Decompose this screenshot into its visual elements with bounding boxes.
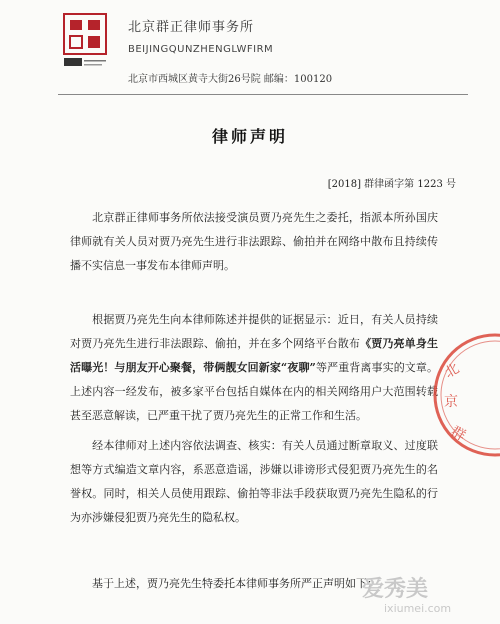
- firm-name-chinese: 北京群正律师事务所: [128, 20, 255, 35]
- paragraph-1: [70, 206, 438, 278]
- official-seal-icon: [430, 330, 500, 460]
- paragraph-2-text-before: 根据贾乃亮先生向本律师陈述并提供的证据显示：近日，有关人员持续对贾乃亮先生进行非法跟踪、偷拍，并在多个网络平台散布: [70, 313, 438, 350]
- firm-logo-icon: [62, 12, 108, 72]
- site-watermark: [342, 570, 492, 618]
- firm-name-english: BEIJINGQUNZHENGLWFIRM: [128, 44, 274, 55]
- paragraph-2-text-after: 等严重背离事实的文章。上述内容一经发布，被多家平台包括自媒体在内的相关网络用户大范围转载甚至恶意解读，已严重干扰了贾乃亮先生的正常工作和生活。: [70, 361, 439, 422]
- svg-text:群: 群: [448, 423, 469, 445]
- document-title: 律师声明: [211, 127, 288, 146]
- reference-number: [2018] 群律函字第 1223 号: [327, 179, 456, 190]
- paragraph-1-text: 北京群正律师事务所依法接受演员贾乃亮先生之委托，指派本所孙国庆律师就有关人员对贾乃亮先生进行非法跟踪、偷拍并在网络中散布且持续传播不实信息一事发布本律师声明。: [70, 211, 438, 272]
- header-divider: [58, 94, 468, 95]
- firm-address: 北京市西城区黄寺大街26号院 邮编：100120: [128, 74, 333, 85]
- watermark-en: ixiumei.com: [384, 602, 452, 615]
- paragraph-3-text: 经本律师对上述内容依法调查、核实：有关人员通过断章取义、过度联想等方式编造文章内容，系恶意造谣，涉嫌以诽谤形式侵犯贾乃亮先生的名誉权。同时，相关人员使用跟踪、偷拍等非法手段获取贾乃亮先生隐私的行为亦涉嫌侵犯贾乃亮先生的隐私权。: [70, 439, 438, 524]
- svg-text:京: 京: [444, 394, 458, 410]
- paragraph-4-text: 基于上述，贾乃亮先生特委托本律师事务所严正声明如下：: [92, 577, 378, 590]
- watermark-cn: 爱秀美: [362, 577, 429, 602]
- paragraph-3: [70, 434, 438, 530]
- paragraph-2-article-title: 《贾乃亮单身生活曝光！与朋友开心聚餐，带俩靓女回新家“夜聊”: [70, 337, 438, 374]
- svg-text:北: 北: [442, 360, 463, 382]
- paragraph-2: [70, 308, 438, 428]
